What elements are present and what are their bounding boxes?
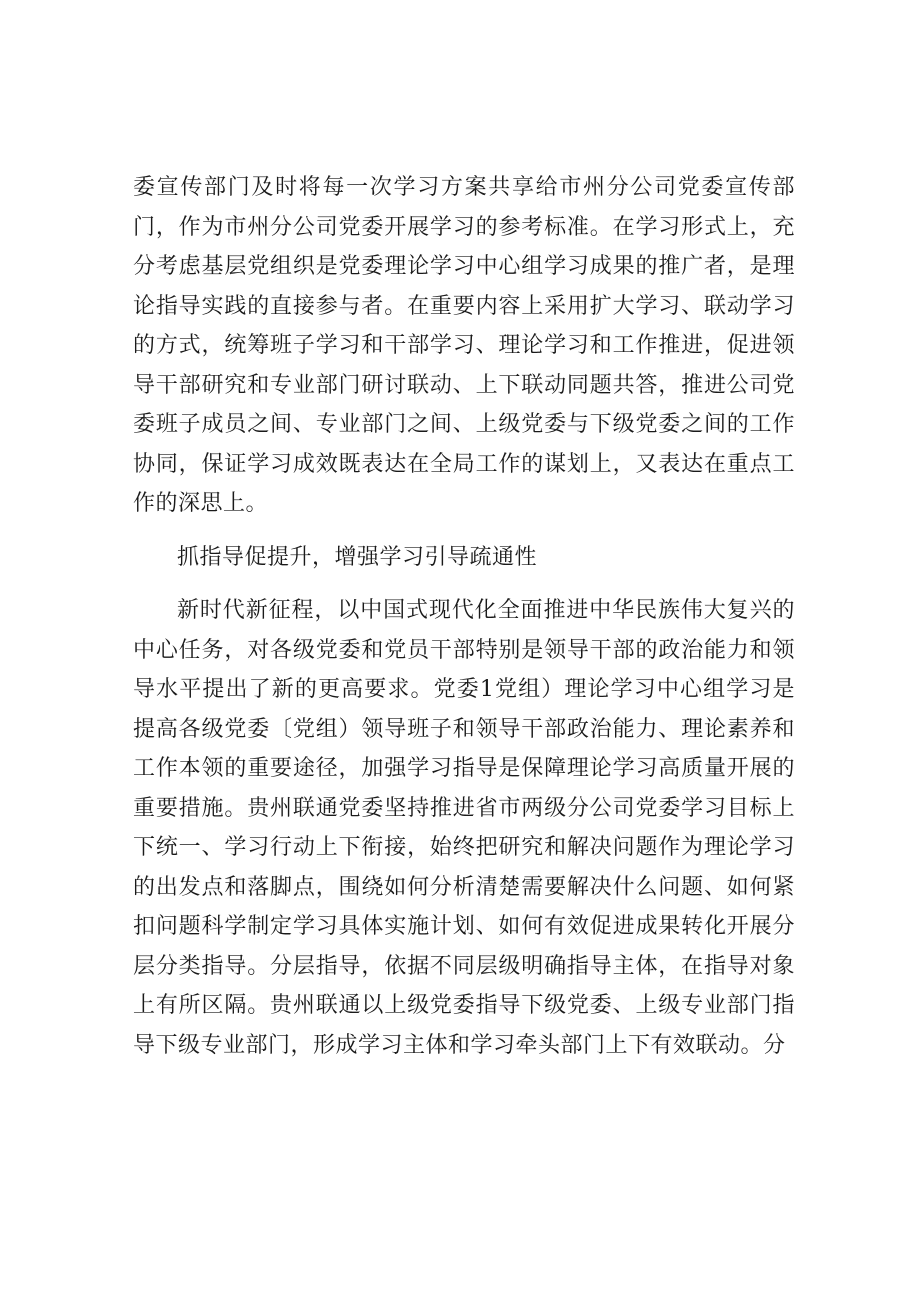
document-body <box>133 168 795 1065</box>
paragraph-body: 新时代新征程，以中国式现代化全面推进中华民族伟大复兴的中心任务，对各级党委和党员干部特别是领导干部的政治能力和领导水平提出了新的更高要求。党委1党组）理论学习中心组学习是提高各级党委〔党组）领导班子和领导干部政治能力、理论素养和工作本领的重要途径，加强学习指导是保障理论学习高质量开展的重要措施。贵州联通党委坚持推进省市两级分公司党委学习目标上下统一、学习行动上下衔接，始终把研究和解决问题作为理论学习的出发点和落脚点，围绕如何分析清楚需要解决什么问题、如何紧扣问题科学制定学习具体实施计划、如何有效促进成果转化开展分层分类指导。分层指导，依据不同层级明确指导主体，在指导对象上有所区隔。贵州联通以上级党委指导下级党委、上级专业部门指导下级专业部门，形成学习主体和学习牵头部门上下有效联动。分 <box>133 598 795 1058</box>
paragraph-continuation: 委宣传部门及时将每一次学习方案共享给市州分公司党委宣传部门，作为市州分公司党委开展学习的参考标准。在学习形式上，充分考虑基层党组织是党委理论学习中心组学习成果的推广者，是理论指导实践的直接参与者。在重要内容上采用扩大学习、联动学习的方式，统筹班子学习和干部学习、理论学习和工作推进，促进领导干部研究和专业部门研讨联动、上下联动同题共答，推进公司党委班子成员之间、专业部门之间、上级党委与下级党委之间的工作协同，保证学习成效既表达在全局工作的谋划上，又表达在重点工作的深思上。 <box>133 175 795 516</box>
section-heading: 抓指导促提升，增强学习引导疏通性 <box>177 544 538 570</box>
